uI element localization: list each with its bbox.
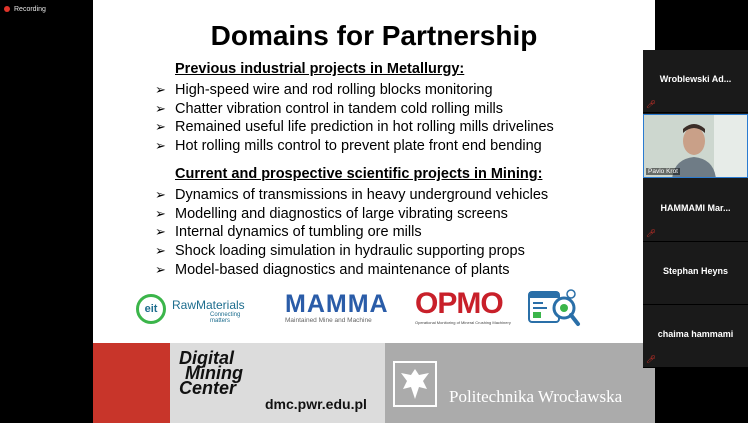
arrow-bullet-icon: ➢ — [155, 187, 166, 202]
pwr-logo-block — [385, 343, 655, 423]
footer-accent — [93, 343, 170, 423]
opmo-name: OPMO — [415, 287, 503, 320]
section-heading-metallurgy: Previous industrial projects in Metallurgy: — [175, 61, 465, 77]
participant-name: chaima hammami — [657, 329, 734, 339]
list-item: ➢ Remained useful life prediction in hot rolling mills drivelines — [155, 119, 554, 136]
shared-slide — [93, 0, 655, 423]
mic-muted-icon: 🎤︎ — [646, 100, 657, 109]
arrow-bullet-icon: ➢ — [155, 82, 166, 97]
participant-name: HAMMAMI Mar... — [660, 203, 731, 213]
dmc-url: dmc.pwr.edu.pl — [265, 396, 367, 412]
digital-mining-center-logo: Digital Mining Center — [179, 348, 243, 398]
list-item: ➢ Internal dynamics of tumbling ore mills — [155, 224, 422, 241]
eit-rawmaterials-logo — [136, 294, 260, 326]
mic-muted-icon: 🎤︎ — [646, 355, 657, 364]
recording-dot-icon — [4, 6, 10, 12]
participant-tile[interactable] — [643, 179, 748, 242]
eagle-emblem-icon — [393, 361, 437, 407]
list-item: ➢ Chatter vibration control in tandem cold rolling mills — [155, 100, 504, 117]
list-item: ➢ Shock loading simulation in hydraulic supporting props — [155, 243, 525, 260]
metallurgy-list — [155, 81, 554, 156]
arrow-bullet-icon: ➢ — [155, 261, 166, 277]
opmo-tagline: Operational Monitoring of Mineral Crushing Machinery — [415, 320, 511, 325]
opmo-logo — [415, 288, 511, 332]
list-item: ➢ Dynamics of transmissions in heavy underground vehicles — [155, 187, 549, 203]
list-item: ➢ High-speed wire and rod rolling blocks monitoring — [155, 82, 493, 98]
recording-label: Recording — [14, 5, 46, 13]
arrow-bullet-icon: ➢ — [155, 119, 166, 135]
university-name: Politechnika Wrocławska — [449, 387, 623, 406]
list-item: ➢ Model-based diagnostics and maintenance of plants — [155, 261, 510, 278]
mamma-tagline: Maintained Mine and Machine — [285, 317, 372, 324]
participants-panel[interactable] — [643, 50, 748, 368]
participant-video-label: Pavlo Krot — [648, 168, 678, 175]
participant-tile[interactable] — [643, 305, 748, 368]
mining-list — [155, 186, 548, 280]
participant-name: Stephan Heyns — [662, 266, 729, 276]
participant-name: Wroblewski Ad... — [659, 74, 732, 84]
list-item: ➢ Hot rolling mills control to prevent plate front end bending — [155, 138, 542, 155]
arrow-bullet-icon: ➢ — [155, 138, 166, 154]
participant-video-tile[interactable] — [643, 114, 748, 178]
recording-indicator — [4, 3, 46, 15]
participant-tile[interactable] — [643, 242, 748, 305]
slide-title: Domains for Partnership — [210, 20, 538, 51]
mic-muted-icon: 🎤︎ — [646, 229, 657, 238]
section-heading-mining: Current and prospective scientific projects in Mining: — [175, 166, 543, 182]
mamma-name: MAMMA — [285, 290, 389, 318]
arrow-bullet-icon: ➢ — [155, 243, 166, 259]
arrow-bullet-icon: ➢ — [155, 224, 166, 240]
participant-tile[interactable] — [643, 50, 748, 113]
mamma-logo — [285, 290, 400, 332]
arrow-bullet-icon: ➢ — [155, 100, 166, 116]
list-item: ➢ Modelling and diagnostics of large vibrating screens — [155, 205, 508, 222]
slide-footer — [93, 343, 655, 423]
eit-tagline: Connecting matters — [210, 312, 241, 324]
partner-logos — [93, 284, 655, 332]
eit-name: RawMaterials — [172, 298, 245, 312]
magnifier-dashboard-icon — [527, 286, 581, 330]
arrow-bullet-icon: ➢ — [155, 205, 166, 221]
eit-mark: eit — [136, 294, 166, 324]
